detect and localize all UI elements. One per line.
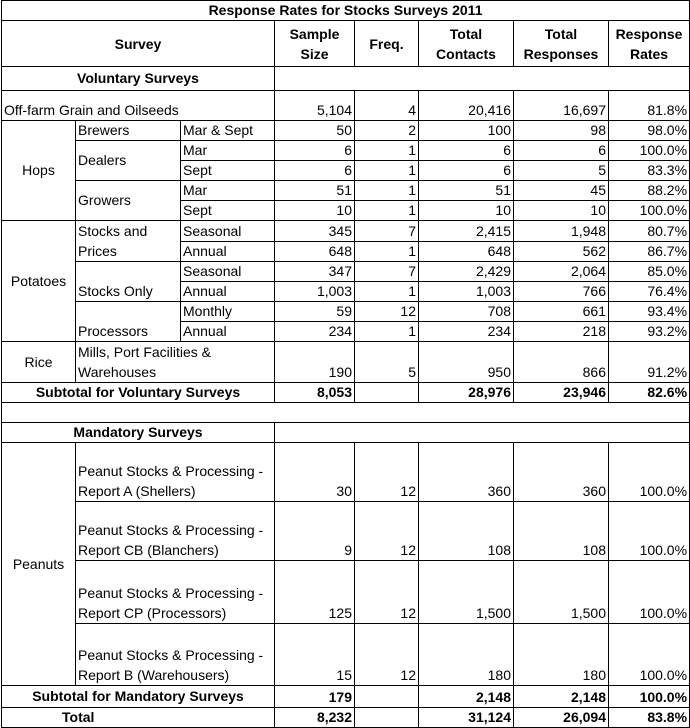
cell-responses: 218 xyxy=(514,322,609,342)
cell-rate: 98.0% xyxy=(609,121,690,141)
header-total-responses: Total Responses xyxy=(514,21,609,67)
header-response-rates: Response Rates xyxy=(609,21,690,67)
response-rates-table xyxy=(1,0,690,728)
subgroup-stocks-only: Stocks Only xyxy=(76,262,181,302)
cell-rate: 83.3% xyxy=(609,161,690,181)
total-label: Total xyxy=(2,708,275,728)
cell-sample: 8,053 xyxy=(275,383,355,403)
cell-period: Seasonal xyxy=(181,221,275,242)
table-title: Response Rates for Stocks Surveys 2011 xyxy=(2,1,690,21)
cell-freq: 1 xyxy=(355,141,419,161)
cell-freq: 5 xyxy=(355,342,419,383)
peanut-report-cb-label: Peanut Stocks & Processing - Report CB (Blanchers) xyxy=(76,502,275,561)
cell-period: Annual xyxy=(181,241,275,262)
cell-rate: 93.4% xyxy=(609,302,690,322)
cell-contacts: 31,124 xyxy=(419,708,514,728)
cell-freq: 7 xyxy=(355,221,419,242)
cell-freq: 1 xyxy=(355,181,419,201)
cell-rate: 100.0% xyxy=(609,502,690,561)
cell-contacts: 1,003 xyxy=(419,282,514,302)
cell-rate: 88.2% xyxy=(609,181,690,201)
cell-sample: 125 xyxy=(275,561,355,624)
cell-freq: 4 xyxy=(355,91,419,121)
cell-contacts: 51 xyxy=(419,181,514,201)
peanut-report-cp-label: Peanut Stocks & Processing - Report CP (Processors) xyxy=(76,561,275,624)
cell-responses: 6 xyxy=(514,141,609,161)
subgroup-stocks-and-prices: Stocks and Prices xyxy=(76,221,181,262)
cell-freq: 12 xyxy=(355,624,419,686)
cell-sample: 9 xyxy=(275,502,355,561)
cell-period: Mar xyxy=(181,141,275,161)
cell-sample: 6 xyxy=(275,141,355,161)
header-freq: Freq. xyxy=(355,21,419,67)
cell-responses: 98 xyxy=(514,121,609,141)
peanut-report-b-label: Peanut Stocks & Processing - Report B (Warehousers) xyxy=(76,624,275,686)
cell-rate: 100.0% xyxy=(609,201,690,221)
header-survey: Survey xyxy=(2,21,275,67)
subgroup-growers: Growers xyxy=(76,181,181,221)
cell-contacts: 100 xyxy=(419,121,514,141)
cell-responses: 26,094 xyxy=(514,708,609,728)
cell-freq: 1 xyxy=(355,241,419,262)
subgroup-brewers: Brewers xyxy=(76,121,181,141)
cell-rate: 86.7% xyxy=(609,241,690,262)
row-label: Off-farm Grain and Oilseeds xyxy=(2,91,275,121)
peanut-report-a-label: Peanut Stocks & Processing - Report A (Shellers) xyxy=(76,443,275,502)
cell-rate: 100.0% xyxy=(609,561,690,624)
cell-period: Sept xyxy=(181,161,275,181)
cell-freq-empty xyxy=(355,383,419,403)
cell-rate: 100.0% xyxy=(609,624,690,686)
cell-freq: 12 xyxy=(355,502,419,561)
section-blank xyxy=(275,423,690,443)
cell-sample: 15 xyxy=(275,624,355,686)
cell-responses: 180 xyxy=(514,624,609,686)
cell-rate: 100.0% xyxy=(609,141,690,161)
cell-sample: 1,003 xyxy=(275,282,355,302)
cell-responses: 5 xyxy=(514,161,609,181)
cell-contacts: 950 xyxy=(419,342,514,383)
cell-responses: 10 xyxy=(514,201,609,221)
cell-sample: 179 xyxy=(275,686,355,708)
cell-responses: 866 xyxy=(514,342,609,383)
cell-sample: 190 xyxy=(275,342,355,383)
cell-freq: 1 xyxy=(355,282,419,302)
cell-freq-empty xyxy=(355,686,419,708)
section-voluntary: Voluntary Surveys xyxy=(2,67,275,91)
cell-responses: 2,064 xyxy=(514,262,609,282)
cell-responses: 108 xyxy=(514,502,609,561)
cell-sample: 648 xyxy=(275,241,355,262)
cell-contacts: 2,148 xyxy=(419,686,514,708)
cell-rate: 76.4% xyxy=(609,282,690,302)
header-sample-size: Sample Size xyxy=(275,21,355,67)
cell-freq: 12 xyxy=(355,561,419,624)
cell-sample: 6 xyxy=(275,161,355,181)
cell-rate: 100.0% xyxy=(609,686,690,708)
cell-rate: 82.6% xyxy=(609,383,690,403)
cell-responses: 45 xyxy=(514,181,609,201)
cell-contacts: 6 xyxy=(419,141,514,161)
cell-sample: 234 xyxy=(275,322,355,342)
cell-contacts: 28,976 xyxy=(419,383,514,403)
group-rice: Rice xyxy=(2,342,76,383)
cell-freq: 12 xyxy=(355,443,419,502)
cell-responses: 360 xyxy=(514,443,609,502)
cell-responses: 2,148 xyxy=(514,686,609,708)
subtotal-mandatory-label: Subtotal for Mandatory Surveys xyxy=(2,686,275,708)
cell-freq-empty xyxy=(355,708,419,728)
cell-responses: 661 xyxy=(514,302,609,322)
cell-period: Annual xyxy=(181,282,275,302)
cell-contacts: 10 xyxy=(419,201,514,221)
cell-sample: 8,232 xyxy=(275,708,355,728)
cell-responses: 766 xyxy=(514,282,609,302)
cell-sample: 59 xyxy=(275,302,355,322)
header-total-contacts: Total Contacts xyxy=(419,21,514,67)
cell-period: Mar & Sept xyxy=(181,121,275,141)
cell-rate: 100.0% xyxy=(609,443,690,502)
cell-rate: 80.7% xyxy=(609,221,690,242)
cell-freq: 1 xyxy=(355,161,419,181)
cell-contacts: 234 xyxy=(419,322,514,342)
cell-responses: 16,697 xyxy=(514,91,609,121)
cell-period: Mar xyxy=(181,181,275,201)
cell-contacts: 360 xyxy=(419,443,514,502)
cell-freq: 2 xyxy=(355,121,419,141)
cell-sample: 347 xyxy=(275,262,355,282)
cell-sample: 50 xyxy=(275,121,355,141)
cell-sample: 51 xyxy=(275,181,355,201)
rice-label: Mills, Port Facilities & Warehouses xyxy=(76,342,275,383)
subgroup-processors: Processors xyxy=(76,302,181,342)
group-peanuts: Peanuts xyxy=(2,443,76,686)
cell-sample: 10 xyxy=(275,201,355,221)
cell-rate: 81.8% xyxy=(609,91,690,121)
section-mandatory: Mandatory Surveys xyxy=(2,423,275,443)
cell-responses: 23,946 xyxy=(514,383,609,403)
cell-contacts: 180 xyxy=(419,624,514,686)
group-potatoes: Potatoes xyxy=(2,221,76,342)
cell-responses: 1,948 xyxy=(514,221,609,242)
spacer-row xyxy=(2,403,690,423)
cell-freq: 12 xyxy=(355,302,419,322)
cell-contacts: 648 xyxy=(419,241,514,262)
cell-sample: 345 xyxy=(275,221,355,242)
cell-period: Monthly xyxy=(181,302,275,322)
cell-rate: 93.2% xyxy=(609,322,690,342)
cell-contacts: 1,500 xyxy=(419,561,514,624)
group-hops: Hops xyxy=(2,121,76,221)
cell-responses: 562 xyxy=(514,241,609,262)
cell-contacts: 708 xyxy=(419,302,514,322)
cell-freq: 1 xyxy=(355,201,419,221)
cell-rate: 83.8% xyxy=(609,708,690,728)
cell-contacts: 2,415 xyxy=(419,221,514,242)
cell-period: Seasonal xyxy=(181,262,275,282)
cell-rate: 85.0% xyxy=(609,262,690,282)
cell-period: Sept xyxy=(181,201,275,221)
cell-contacts: 108 xyxy=(419,502,514,561)
cell-contacts: 2,429 xyxy=(419,262,514,282)
subgroup-dealers: Dealers xyxy=(76,141,181,181)
section-blank xyxy=(275,67,690,91)
cell-freq: 1 xyxy=(355,322,419,342)
cell-period: Annual xyxy=(181,322,275,342)
subtotal-voluntary-label: Subtotal for Voluntary Surveys xyxy=(2,383,275,403)
cell-sample: 5,104 xyxy=(275,91,355,121)
cell-rate: 91.2% xyxy=(609,342,690,383)
cell-contacts: 6 xyxy=(419,161,514,181)
cell-responses: 1,500 xyxy=(514,561,609,624)
cell-freq: 7 xyxy=(355,262,419,282)
cell-contacts: 20,416 xyxy=(419,91,514,121)
cell-sample: 30 xyxy=(275,443,355,502)
